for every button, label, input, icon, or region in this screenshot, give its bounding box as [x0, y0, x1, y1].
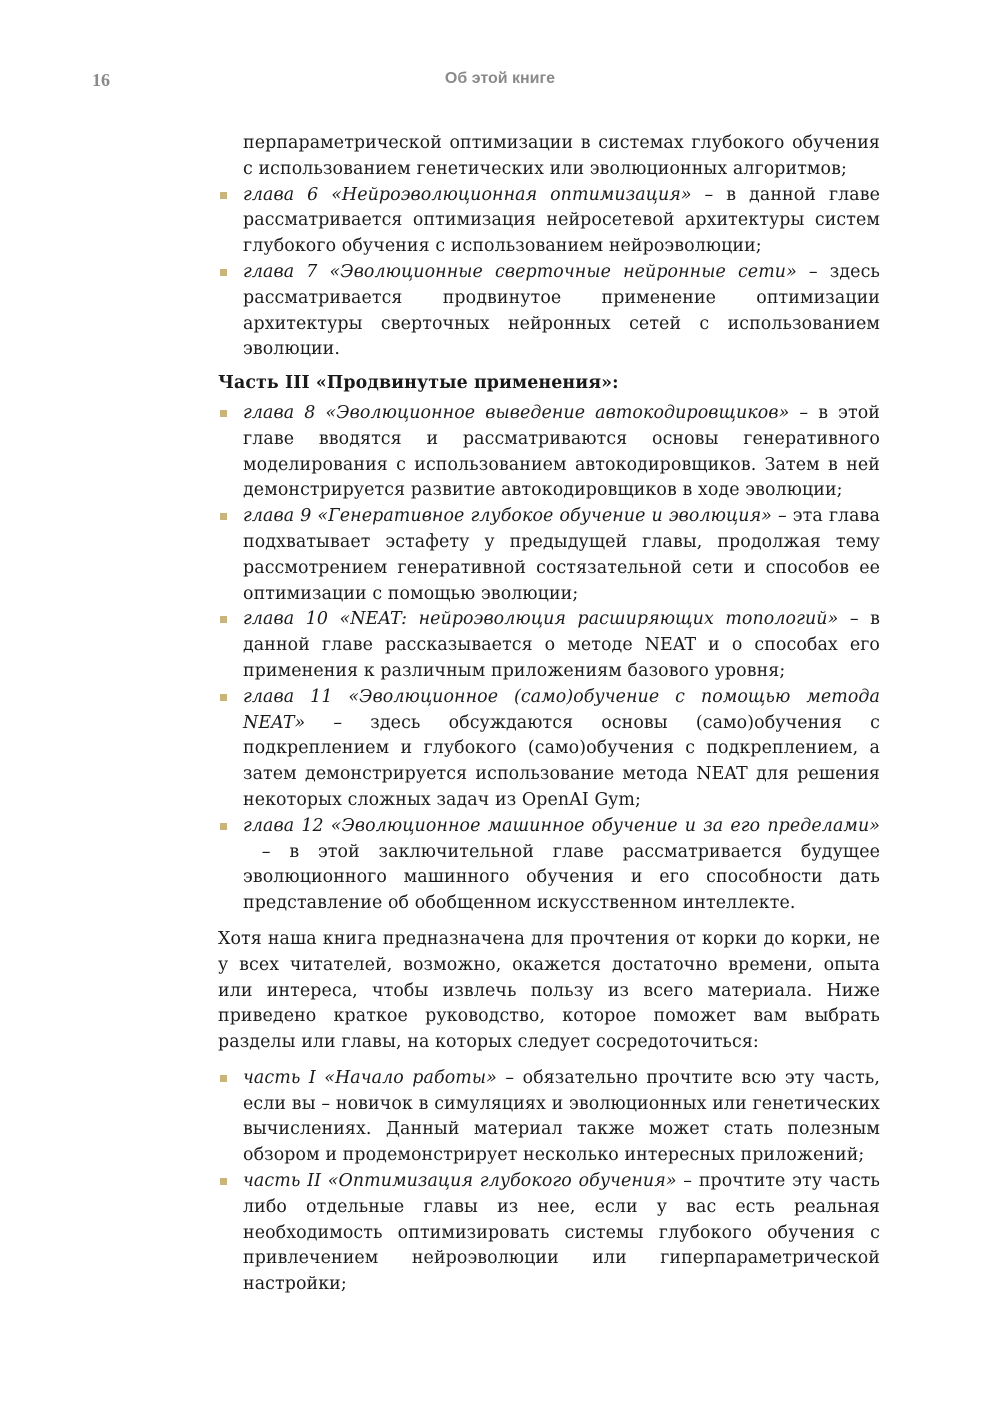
- dash-separator: –: [789, 402, 819, 423]
- chapter-description: в данной главе рассказывается о методе NEAT и о способах его применения к различным приложениям базового уровня;: [243, 609, 880, 681]
- chapter-title: глава 10 «NEAT: нейроэволюция расширяющих топологий»: [243, 609, 839, 630]
- dash-separator: –: [838, 609, 871, 630]
- dash-separator: –: [796, 261, 830, 282]
- chapter-description: здесь рассматривается продвинутое применение оптимизации архитектуры сверточных нейронных сетей с использованием эволюции.: [243, 261, 880, 360]
- chapter-description: эта глава подхватывает эстафету у предыдущей главы, продолжая тему рассмотрением генеративной состязательной сети и способов ее оптимизации с помощью эволюции;: [243, 506, 881, 604]
- chapter-description: в этой главе вводятся и рассматриваются основы генеративного моделирования с использованием автокодировщиков. Затем в ней демонстрируется развитие автокодировщиков в ходе эволюции;: [243, 402, 880, 501]
- dash-separator: –: [305, 712, 371, 733]
- bullet-icon: [220, 823, 227, 830]
- chapter-title: глава 11 «Эволюционное (само)обучение с помощью метода NEAT»: [243, 686, 880, 733]
- reading-guide-list: [218, 1066, 880, 1298]
- chapter-description: в данной главе рассматривается оптимизация нейросетевой архитектуры систем глубокого обучения с использованием нейроэволюции;: [243, 184, 880, 257]
- list-item: [218, 1066, 880, 1169]
- part-description: обязательно прочтите всю эту часть, если вы – новичок в симуляциях и эволюционных или генетических вычислениях. Данный материал также может стать полезным обзором и продемонстрирует несколько интересных приложений;: [243, 1067, 880, 1166]
- part-title: часть II «Оптимизация глубокого обучения»: [243, 1171, 677, 1192]
- chapter-title: глава 9 «Генеративное глубокое обучение и эволюция»: [243, 506, 772, 527]
- list-item: [218, 814, 880, 917]
- bullet-icon: [220, 269, 227, 276]
- dash-separator: –: [243, 841, 290, 862]
- list-item: [218, 183, 880, 260]
- bullet-icon: [220, 192, 227, 199]
- chapter-description: здесь обсуждаются основы (само)обучения с подкреплением и глубокого (само)обучения с подкреплением, а затем демонстрируется использование метода NEAT для решения некоторых сложных задач из OpenAI Gym;: [243, 712, 880, 810]
- bullet-icon: [220, 1075, 227, 1082]
- bullet-icon: [220, 513, 227, 520]
- running-title: Об этой книге: [444, 70, 556, 87]
- chapter-title: глава 6 «Нейроэволюционная оптимизация»: [243, 184, 692, 205]
- chapter-title: глава 8 «Эволюционное выведение автокодировщиков»: [243, 402, 790, 423]
- part-title: часть I «Начало работы»: [243, 1067, 497, 1088]
- dash-separator: –: [771, 506, 793, 527]
- list-item: [218, 401, 880, 504]
- dash-separator: –: [496, 1067, 523, 1088]
- page-content: [218, 131, 880, 1298]
- body-paragraph: Хотя наша книга предназначена для прочтения от корки до корки, не у всех читателей, возможно, окажется достаточно времени, опыта или интереса, чтобы извлечь пользу из всего материала. Ниже приведено краткое руководство, которое поможет вам выбрать разделы или главы, на которых следует сосредоточиться:: [218, 928, 880, 1053]
- list-item: [218, 260, 880, 363]
- chapter-title: глава 7 «Эволюционные сверточные нейронные сети»: [243, 261, 797, 282]
- list-item: [218, 607, 880, 684]
- list-item: [218, 1169, 880, 1298]
- part-description: прочтите эту часть либо отдельные главы из нее, если у вас есть реальная необходимость оптимизировать системы глубокого обучения с привлечением нейроэволюции или гиперпараметрической настройки;: [243, 1171, 880, 1295]
- bullet-icon: [220, 616, 227, 623]
- page-number: 16: [92, 70, 110, 90]
- bullet-icon: [220, 694, 227, 701]
- dash-separator: –: [691, 184, 727, 205]
- bullet-icon: [220, 1178, 227, 1185]
- dash-separator: –: [676, 1171, 699, 1192]
- part3-chapter-list: [218, 401, 880, 917]
- part3-heading: Часть III «Продвинутые применения»:: [218, 373, 619, 394]
- list-item: [218, 504, 880, 607]
- chapter-title: глава 12 «Эволюционное машинное обучение и за его пределами»: [243, 815, 880, 836]
- bullet-icon: [220, 410, 227, 417]
- list-item: [218, 685, 880, 814]
- chapter-description: в этой заключительной главе рассматривается будущее эволюционного машинного обучения и его способности дать представление об обобщенном искусственном интеллекте.: [243, 841, 880, 914]
- continuation-text: перпараметрической оптимизации в системах глубокого обучения с использованием генетических или эволюционных алгоритмов;: [243, 133, 880, 179]
- part2-chapter-list: [218, 183, 880, 364]
